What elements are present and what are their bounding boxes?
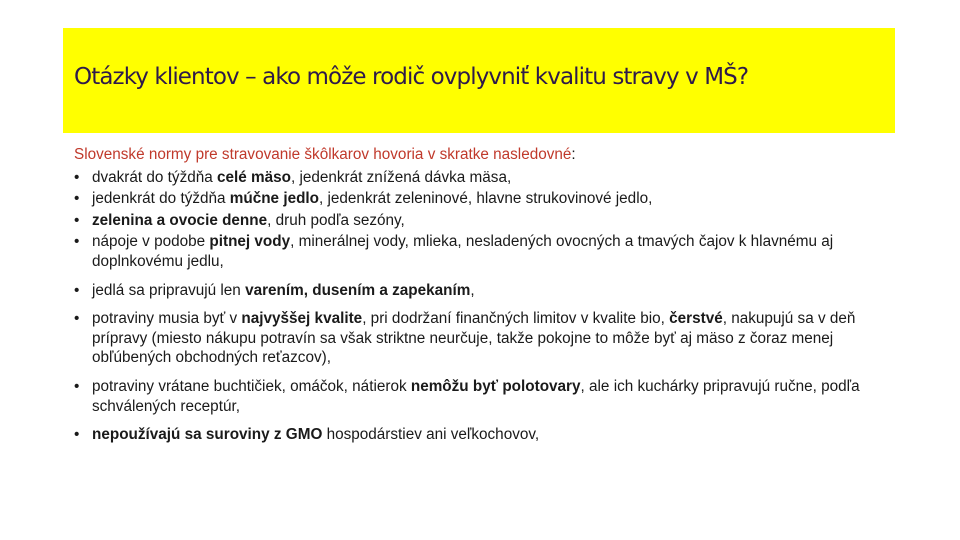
item-bold-text: varením, dusením a zapekaním bbox=[245, 281, 471, 299]
item-text: , pri dodržaní finančných limitov v kvalite bio, bbox=[362, 310, 670, 328]
item-text: nápoje v podobe bbox=[92, 233, 210, 251]
item-text: potraviny vrátane buchtičiek, omáčok, nátierok bbox=[92, 377, 411, 395]
item-text: dvakrát do týždňa bbox=[92, 168, 217, 186]
item-bold-text: múčne jedlo bbox=[229, 190, 320, 208]
item-bold-text: najvyššej kvalite bbox=[241, 310, 363, 328]
intro-colon: : bbox=[571, 146, 576, 163]
item-bold-text: pitnej vody bbox=[209, 233, 291, 251]
item-bold-text: nemôžu byť polotovary bbox=[410, 377, 581, 395]
item-bold-text: zelenina a ovocie denne bbox=[92, 211, 268, 229]
item-bold-text: nepoužívajú sa suroviny z GMO bbox=[92, 426, 323, 444]
list-item bbox=[74, 309, 894, 368]
item-text: jedlá sa pripravujú len bbox=[92, 281, 246, 299]
list-item bbox=[74, 281, 894, 301]
list-item bbox=[74, 377, 894, 416]
item-text: , nakupujú sa v deň prípravy (miesto nákupu potravín sa však striktne neurčuje, takže pokojne to môže byť aj mäso z čoraz menej obľúbených obchodných reťazcov), bbox=[92, 310, 856, 367]
slide-title: Otázky klientov – ako môže rodič ovplyvniť kvalitu stravy v MŠ? bbox=[74, 64, 749, 90]
list-item bbox=[74, 425, 894, 445]
list-item bbox=[74, 232, 894, 271]
intro-sentence: Slovenské normy pre stravovanie škôlkarov hovoria v skratke nasledovné bbox=[74, 146, 572, 163]
list-item bbox=[74, 211, 894, 231]
item-text: , jedenkrát znížená dávka mäsa, bbox=[290, 168, 512, 186]
bullet-list bbox=[74, 168, 894, 445]
item-bold-text: celé mäso bbox=[217, 168, 291, 186]
item-text: , minerálnej vody, mlieka, nesladených ovocných a tmavých čajov k hlavnému aj doplnkovému jedlu, bbox=[92, 233, 834, 270]
list-item bbox=[74, 168, 894, 188]
item-text: , ale ich kuchárky pripravujú ručne, podľa schválených receptúr, bbox=[92, 377, 860, 415]
item-text: hospodárstiev ani veľkochovov, bbox=[322, 426, 540, 444]
intro-text bbox=[74, 145, 894, 165]
slide-content bbox=[74, 145, 894, 447]
list-item bbox=[74, 189, 894, 209]
item-bold-text: čerstvé bbox=[669, 310, 723, 328]
item-text: , bbox=[470, 281, 475, 299]
item-text: potraviny musia byť v bbox=[92, 310, 242, 328]
item-text: jedenkrát do týždňa bbox=[92, 190, 230, 208]
item-text: , druh podľa sezóny, bbox=[267, 211, 405, 229]
item-text: , jedenkrát zeleninové, hlavne strukovinové jedlo, bbox=[319, 190, 653, 208]
